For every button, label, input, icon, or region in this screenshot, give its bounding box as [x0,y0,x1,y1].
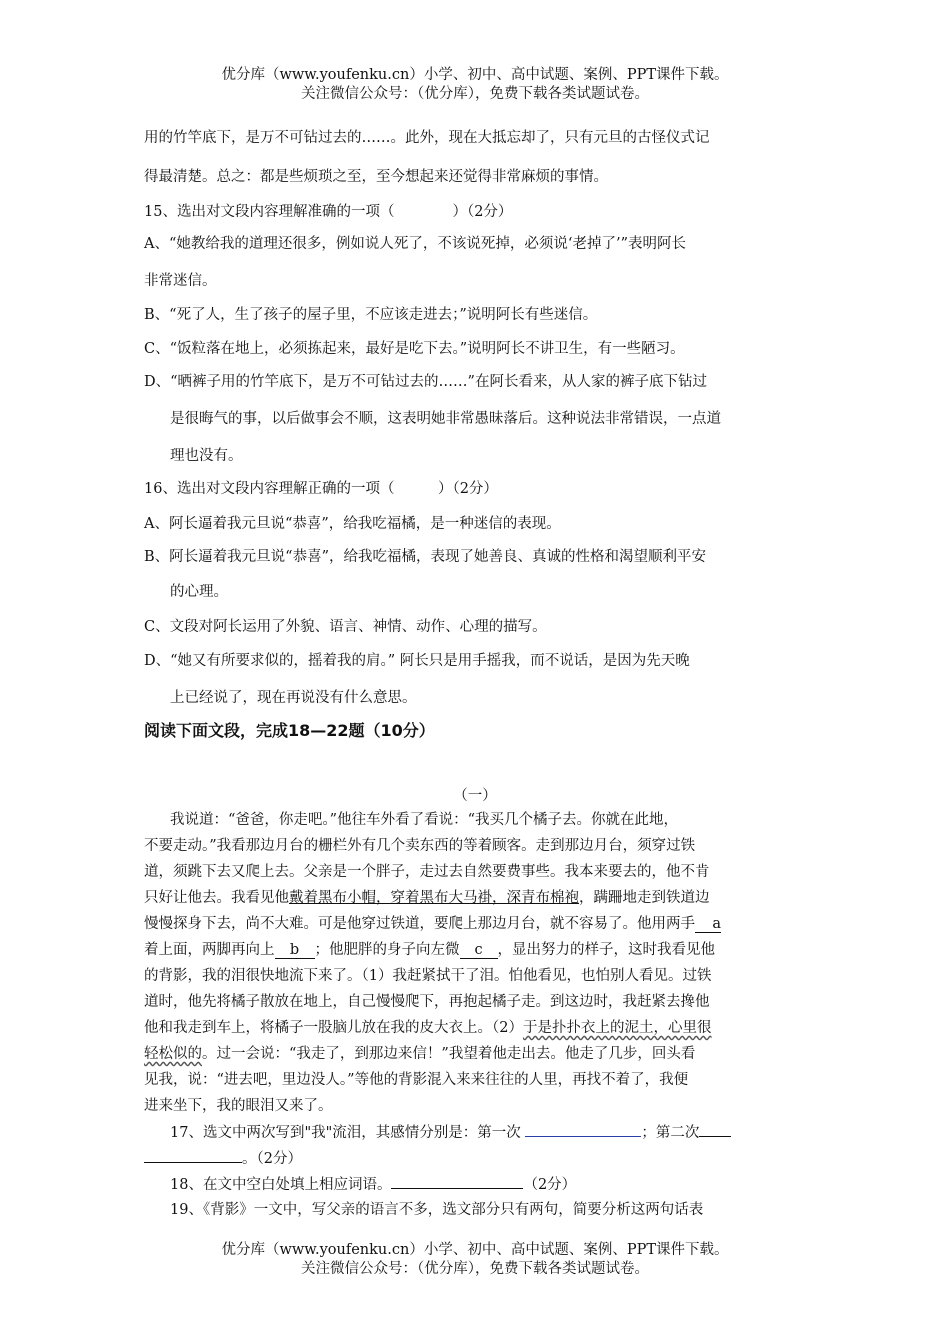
q17-line-1 [170,1120,731,1142]
q16-option-a: A、阿长逼着我元旦说“恭喜”，给我吃福橘，是一种迷信的表现。 [144,516,561,532]
q19-line: 19、《背影》一文中，写父亲的语言不多，选文部分只有两句，简要分析这两句话表 [170,1202,704,1218]
passage-line-12: 进来坐下，我的眼泪又来了。 [144,1098,333,1114]
q15-option-a-1: A、“她教给我的道理还很多，例如说人死了，不该说死掉，必须说‘老掉了’”表明阿长 [144,236,687,252]
passage-line-6-mid: ；他肥胖的身子向左微 [314,942,460,958]
passage-line-2: 不要走动。”我看那边月台的栅栏外有几个卖东西的等着顾客。走到那边月台，须穿过铁 [144,838,696,854]
header-line-2: 关注微信公众号：（优分库），免费下载各类试题试卷。 [301,86,649,102]
q17-blank-2b[interactable] [144,1146,242,1163]
fill-blank-a[interactable]: a [695,916,721,933]
q15-option-a-2: 非常迷信。 [144,273,217,289]
q16-option-d-1: D、“她又有所要求似的，摇着我的肩。” 阿长只是用手摇我，而不说话，是因为先天晚 [144,653,690,669]
passage-line-6-post: ，显出努力的样子，这时我看见他 [497,942,715,958]
passage-wavy-phrase-2: 轻松似的 [144,1046,202,1062]
q18-line [170,1172,576,1194]
section-subtitle: （一） [453,788,497,804]
q18-text-1: 18、在文中空白处填上相应词语。 [170,1177,392,1193]
q15-stem: 15、选出对文段内容理解准确的一项（ ）（2分） [144,204,513,220]
passage-wavy-phrase-1: 于是扑扑衣上的泥土，心里很 [522,1020,712,1036]
passage-line-6 [144,938,715,959]
q15-option-d-1: D、“晒裤子用的竹竿底下，是万不可钻过去的……”在阿长看来，从人家的裤子底下钻过 [144,374,707,390]
q17-text-1: 17、选文中两次写到"我"流泪，其感情分别是：第一次 [170,1125,521,1141]
q18-text-2: （2分） [523,1177,577,1193]
passage-line-1: 我说道：“爸爸，你走吧。”他往车外看了看说：“我买几个橘子去。你就在此地， [170,812,678,828]
passage-line-8: 道时，他先将橘子散放在地上，自己慢慢爬下，再抱起橘子走。到这边时，我赶紧去搀他 [144,994,710,1010]
section-heading: 阅读下面文段，完成18—22题（10分） [144,721,435,740]
passage-line-4-post: ，蹒跚地走到铁道边 [579,890,710,906]
q15-option-c: C、“饭粒落在地上，必须拣起来，最好是吃下去。”说明阿长不讲卫生，有一些陋习。 [144,341,685,357]
top-para-line-2: 得最清楚。总之：都是些烦琐之至，至今想起来还觉得非常麻烦的事情。 [144,169,608,185]
passage-line-5 [144,912,721,933]
q16-option-b-2: 的心理。 [170,584,228,600]
q16-option-b-1: B、阿长逼着我元旦说“恭喜”，给我吃福橘，表现了她善良、真诚的性格和渴望顺利平安 [144,549,706,565]
footer-line-1: 优分库（www.youfenku.cn）小学、初中、高中试题、案例、PPT课件下载。 [221,1242,729,1258]
passage-line-11: 见我，说：“进去吧，里边没人。”等他的背影混入来来往往的人里，再找不着了，我便 [144,1072,689,1088]
top-para-line-1: 用的竹竿底下，是万不可钻过去的……。此外，现在大抵忘却了，只有元旦的古怪仪式记 [144,130,710,146]
passage-line-10-post: 。过一会说：“我走了，到那边来信！”我望着他走出去。他走了几步，回头看 [202,1046,696,1062]
q17-blank-1[interactable] [525,1122,641,1137]
fill-blank-b[interactable]: b [275,942,315,959]
passage-line-6-pre: 着上面，两脚再向上 [144,942,275,958]
passage-line-10 [144,1042,695,1063]
passage-line-9-pre: 他和我走到车上，将橘子一股脑儿放在我的皮大衣上。（2） [144,1020,523,1036]
q17-blank-2a[interactable] [699,1120,731,1137]
q16-option-c: C、文段对阿长运用了外貌、语言、神情、动作、心理的描写。 [144,619,547,635]
q17-text-2: ；第二次 [641,1125,700,1141]
passage-line-7: 的背影，我的泪很快地流下来了。（1）我赶紧拭干了泪。怕他看见，也怕别人看见。过铁 [144,968,712,984]
q15-option-b: B、“死了人，生了孩子的屋子里，不应该走进去；”说明阿长有些迷信。 [144,307,598,323]
footer-line-2: 关注微信公众号：（优分库），免费下载各类试题试卷。 [301,1261,649,1277]
passage-line-4-pre: 只好让他去。我看见他 [144,890,289,906]
q16-option-d-2: 上已经说了，现在再说没有什么意思。 [170,690,417,706]
q15-option-d-2: 是很晦气的事，以后做事会不顺，这表明她非常愚昧落后。这种说法非常错误，一点道 [170,411,721,427]
passage-line-4 [144,886,710,907]
q17-text-3: 。（2分） [242,1151,302,1167]
fill-blank-c[interactable]: c [460,942,498,959]
q18-blank[interactable] [391,1172,523,1189]
passage-line-9 [144,1016,711,1037]
passage-line-3: 道，须跳下去又爬上去。父亲是一个胖子，走过去自然要费事些。我本来要去的，他不肯 [144,864,710,880]
header-line-1: 优分库（www.youfenku.cn）小学、初中、高中试题、案例、PPT课件下载。 [221,67,729,83]
q16-stem: 16、选出对文段内容理解正确的一项（ ）（2分） [144,481,498,497]
passage-underlined-phrase: 戴着黑布小帽，穿着黑布大马褂，深青布棉袍 [289,890,579,906]
q17-line-2 [144,1146,302,1168]
q15-option-d-3: 理也没有。 [170,448,243,464]
passage-line-5-pre: 慢慢探身下去，尚不大难。可是他穿过铁道，要爬上那边月台，就不容易了。他用两手 [144,916,695,932]
